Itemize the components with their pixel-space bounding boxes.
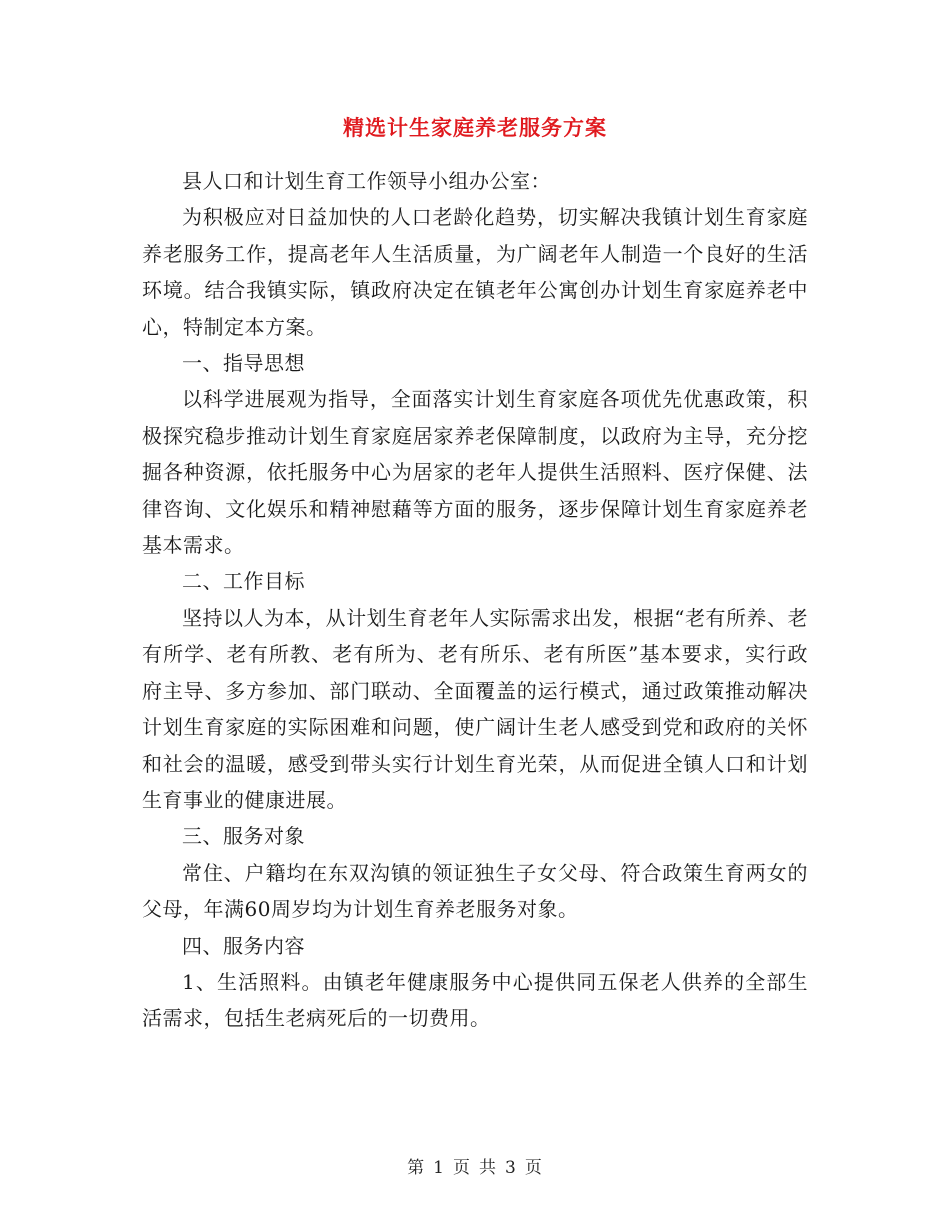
section-heading-service-content: 四、服务内容 [182,933,305,958]
current-page-number: 1 [433,1158,445,1178]
service-content-item-1: 1、生活照料。由镇老年健康服务中心提供同五保老人供养的全部生活需求，包括生老病死后的一切费用。 [142,969,808,1031]
document-body [142,163,808,1037]
section-body-service-targets: 常住、户籍均在东双沟镇的领证独生子女父母、符合政策生育两女的父母，年满60周岁均为计划生育养老服务对象。 [142,860,808,922]
page-footer [0,1153,950,1178]
intro-paragraph: 为积极应对日益加快的人口老龄化趋势，切实解决我镇计划生育家庭养老服务工作，提高老年人生活质量，为广阔老年人制造一个良好的生活环境。结合我镇实际，镇政府决定在镇老年公寓创办计划生育家庭养老中心，特制定本方案。 [142,205,808,339]
page-label-suffix: 页 [524,1158,543,1178]
page-label-prefix: 第 [407,1158,426,1178]
page-label-mid1: 页 [453,1158,471,1178]
section-body-work-goals: 坚持以人为本，从计划生育老年人实际需求出发，根据“老有所养、老有所学、老有所教、老有所为、老有所乐、老有所医”基本要求，实行政府主导、多方参加、部门联动、全面覆盖的运行模式，通过政策推动解决计划生育家庭的实际困难和问题，使广阔计生老人感受到党和政府的关怀和社会的温暖，感受到带头实行计划生育光荣，从而促进全镇人口和计划生育事业的健康进展。 [142,605,808,812]
section-heading-work-goals: 二、工作目标 [182,569,305,594]
page-label-mid2: 共 [479,1158,497,1178]
total-pages-number: 3 [505,1158,517,1178]
section-body-guiding-thought: 以科学进展观为指导，全面落实计划生育家庭各项优先优惠政策，积极探究稳步推动计划生育家庭居家养老保障制度，以政府为主导，充分挖掘各种资源，依托服务中心为居家的老年人提供生活照料、医疗保健、法律咨询、文化娱乐和精神慰藉等方面的服务，逐步保障计划生育家庭养老基本需求。 [142,387,808,558]
salutation: 县人口和计划生育工作领导小组办公室： [182,169,551,193]
section-heading-guiding-thought: 一、指导思想 [182,351,305,376]
section-heading-service-targets: 三、服务对象 [182,824,305,849]
document-title: 精选计生家庭养老服务方案 [343,115,607,140]
